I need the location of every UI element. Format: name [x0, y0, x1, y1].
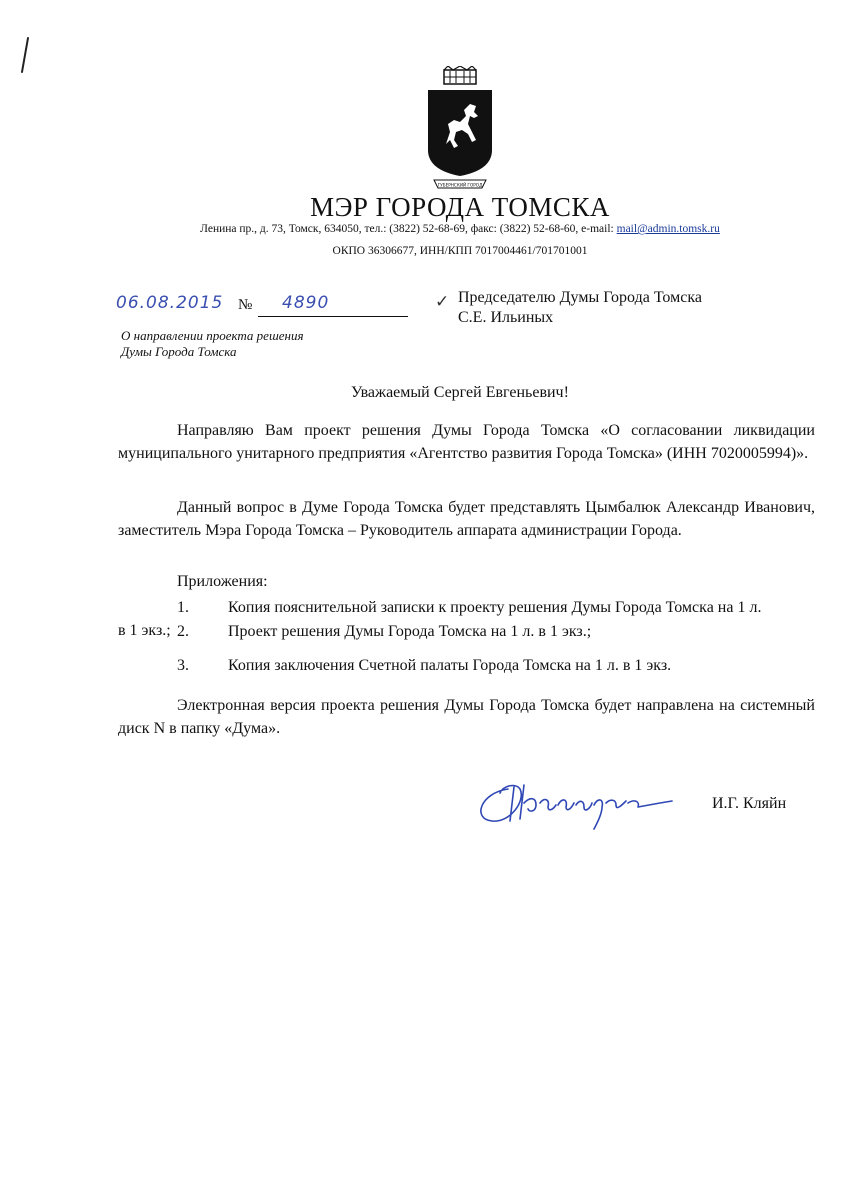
attachment-text: Копия заключения Счетной палаты Города Томска на 1 л. в 1 экз.: [228, 657, 672, 674]
contact-address: [0, 223, 850, 235]
handwritten-signature-icon: [470, 775, 690, 835]
organization-codes: ОКПО 36306677, ИНН/КПП 7017004461/701701001: [332, 245, 588, 257]
attachment-number: 2.: [177, 623, 189, 640]
attachment-text: Копия пояснительной записки к проекту решения Думы Города Томска на 1 л.: [228, 599, 762, 616]
subject-line: Думы Города Томска: [121, 344, 237, 359]
attachment-number: 3.: [177, 657, 189, 674]
check-mark-icon: ✓: [435, 292, 450, 311]
svg-text:ГУБЕРНСКИЙ ГОРОД: ГУБЕРНСКИЙ ГОРОД: [437, 182, 483, 188]
address-text: Ленина пр., д. 73, Томск, 634050, тел.: (3822) 52-68-69, факс: (3822) 52-68-60, e-mail:: [200, 223, 617, 235]
page-title: МЭР ГОРОДА ТОМСКА: [310, 192, 610, 222]
attachment-number: 1.: [177, 599, 189, 616]
registration-number: 4890: [282, 293, 330, 313]
attachment-item: [118, 654, 815, 677]
salutation: Уважаемый Сергей Евгеньевич!: [351, 384, 569, 401]
attachments-heading: Приложения:: [177, 573, 268, 590]
attachment-text-continuation: в 1 экз.;: [118, 622, 171, 639]
pen-stroke-mark: [18, 36, 32, 74]
body-paragraph: Данный вопрос в Думе Города Томска будет представлять Цымбалюк Александр Иванович, заместитель Мэра Города Томска – Руководитель аппарата администрации Города.: [118, 499, 815, 539]
body-paragraph: Направляю Вам проект решения Думы Города Томска «О согласовании ликвидации муниципального унитарного предприятия «Агентство развития Города Томска» (ИНН 7020005994)».: [118, 422, 815, 462]
body-paragraph: Электронная версия проекта решения Думы Города Томска будет направлена на системный диск N в папку «Дума».: [118, 697, 815, 737]
registration-date: 06.08.2015: [116, 293, 224, 313]
recipient-name: С.Е. Ильиных: [458, 309, 554, 326]
email-link[interactable]: mail@admin.tomsk.ru: [616, 223, 720, 235]
recipient-title: Председателю Думы Города Томска: [458, 289, 702, 306]
attachment-text: Проект решения Думы Города Томска на 1 л. в 1 экз.;: [228, 623, 592, 640]
signer-name: И.Г. Кляйн: [712, 795, 787, 812]
registration-number-label: №: [238, 297, 253, 313]
number-underline: [258, 316, 408, 317]
attachment-item: [118, 620, 815, 643]
subject-line: О направлении проекта решения: [121, 328, 304, 343]
tomsk-coat-of-arms-icon: [420, 66, 500, 192]
